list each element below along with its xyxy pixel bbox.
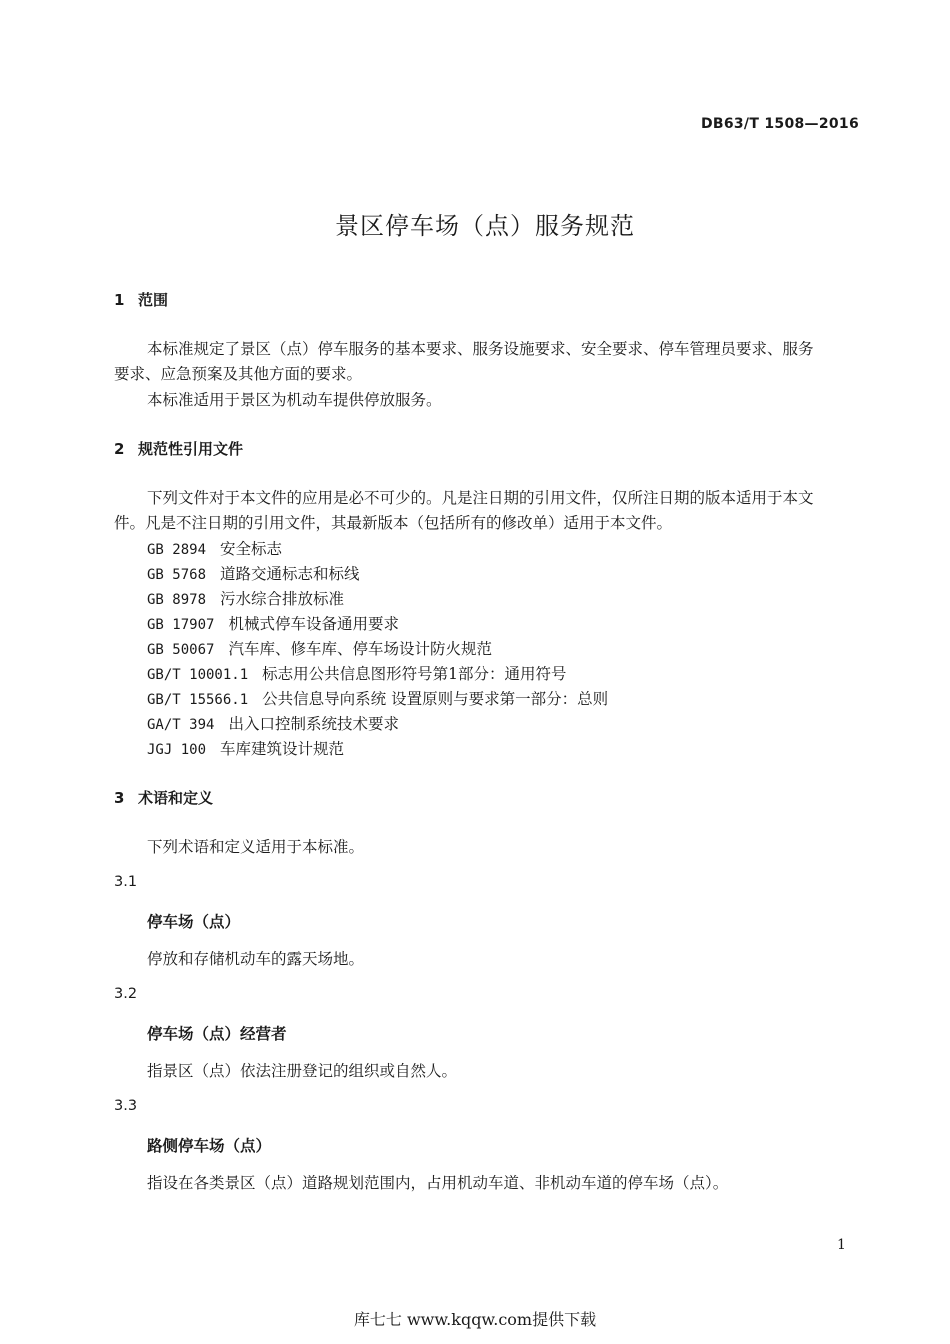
reference-title: 标志用公共信息图形符号第1部分：通用符号: [262, 665, 567, 683]
reference-item: [147, 587, 344, 609]
reference-item: [147, 662, 567, 684]
section-number: 3: [114, 789, 125, 807]
section-title: 范围: [138, 291, 169, 309]
term-definition: 指设在各类景区（点）道路规划范围内，占用机动车道、非机动车道的停车场（点）。: [147, 1174, 729, 1192]
section-1-paragraph-1: [114, 337, 814, 387]
document-title: 景区停车场（点）服务规范: [335, 212, 635, 240]
term-definition: 停放和存储机动车的露天场地。: [147, 950, 365, 968]
reference-code: GB 17907: [147, 617, 215, 633]
reference-title: 安全标志: [220, 540, 283, 558]
reference-title: 公共信息导向系统 设置原则与要求第一部分：总则: [262, 690, 609, 708]
paragraph-line: 本标准规定了景区（点）停车服务的基本要求、服务设施要求、安全要求、停车管理员要求、服务: [147, 340, 814, 358]
section-2-paragraph: [114, 486, 814, 536]
reference-code: GB 8978: [147, 592, 207, 608]
reference-code: GB/T 15566.1: [147, 692, 249, 708]
paragraph-line: 件。凡是不注日期的引用文件，其最新版本（包括所有的修改单）适用于本文件。: [114, 514, 673, 532]
section-number: 1: [114, 291, 125, 309]
reference-code: GB 2894: [147, 542, 207, 558]
reference-item: [147, 612, 399, 634]
section-2-heading: [114, 438, 243, 459]
term-name: 停车场（点）: [147, 913, 241, 931]
term-number: 3.1: [114, 874, 138, 890]
reference-title: 机械式停车设备通用要求: [228, 615, 399, 633]
section-3-heading: [114, 787, 213, 808]
document-code: DB63/T 1508—2016: [700, 116, 859, 132]
page-number: 1: [837, 1237, 846, 1253]
footer-source: 库七七 www.kqqw.com提供下载: [353, 1310, 597, 1329]
reference-title: 汽车库、修车库、停车场设计防火规范: [228, 640, 492, 658]
reference-item: [147, 712, 399, 734]
reference-code: GA/T 394: [147, 717, 215, 733]
section-1-paragraph-2: 本标准适用于景区为机动车提供停放服务。: [147, 391, 442, 409]
section-title: 规范性引用文件: [138, 440, 244, 458]
section-3-intro: 下列术语和定义适用于本标准。: [147, 838, 365, 856]
reference-code: GB 5768: [147, 567, 207, 583]
reference-title: 车库建筑设计规范: [220, 740, 345, 758]
section-1-heading: [114, 289, 168, 310]
reference-title: 道路交通标志和标线: [220, 565, 360, 583]
reference-item: [147, 737, 344, 759]
term-number: 3.2: [114, 986, 138, 1002]
reference-item: [147, 637, 492, 659]
section-number: 2: [114, 440, 125, 458]
reference-code: JGJ 100: [147, 742, 207, 758]
reference-item: [147, 687, 608, 709]
paragraph-line: 要求、应急预案及其他方面的要求。: [114, 365, 363, 383]
reference-title: 污水综合排放标准: [220, 590, 345, 608]
term-name: 停车场（点）经营者: [147, 1025, 287, 1043]
term-number: 3.3: [114, 1098, 138, 1114]
reference-item: [147, 562, 360, 584]
term-definition: 指景区（点）依法注册登记的组织或自然人。: [147, 1062, 458, 1080]
term-name: 路侧停车场（点）: [147, 1137, 272, 1155]
paragraph-line: 下列文件对于本文件的应用是必不可少的。凡是注日期的引用文件，仅所注日期的版本适用于本文: [147, 489, 814, 507]
reference-item: [147, 537, 282, 559]
reference-title: 出入口控制系统技术要求: [228, 715, 399, 733]
reference-code: GB 50067: [147, 642, 215, 658]
reference-code: GB/T 10001.1: [147, 667, 249, 683]
section-title: 术语和定义: [138, 789, 214, 807]
